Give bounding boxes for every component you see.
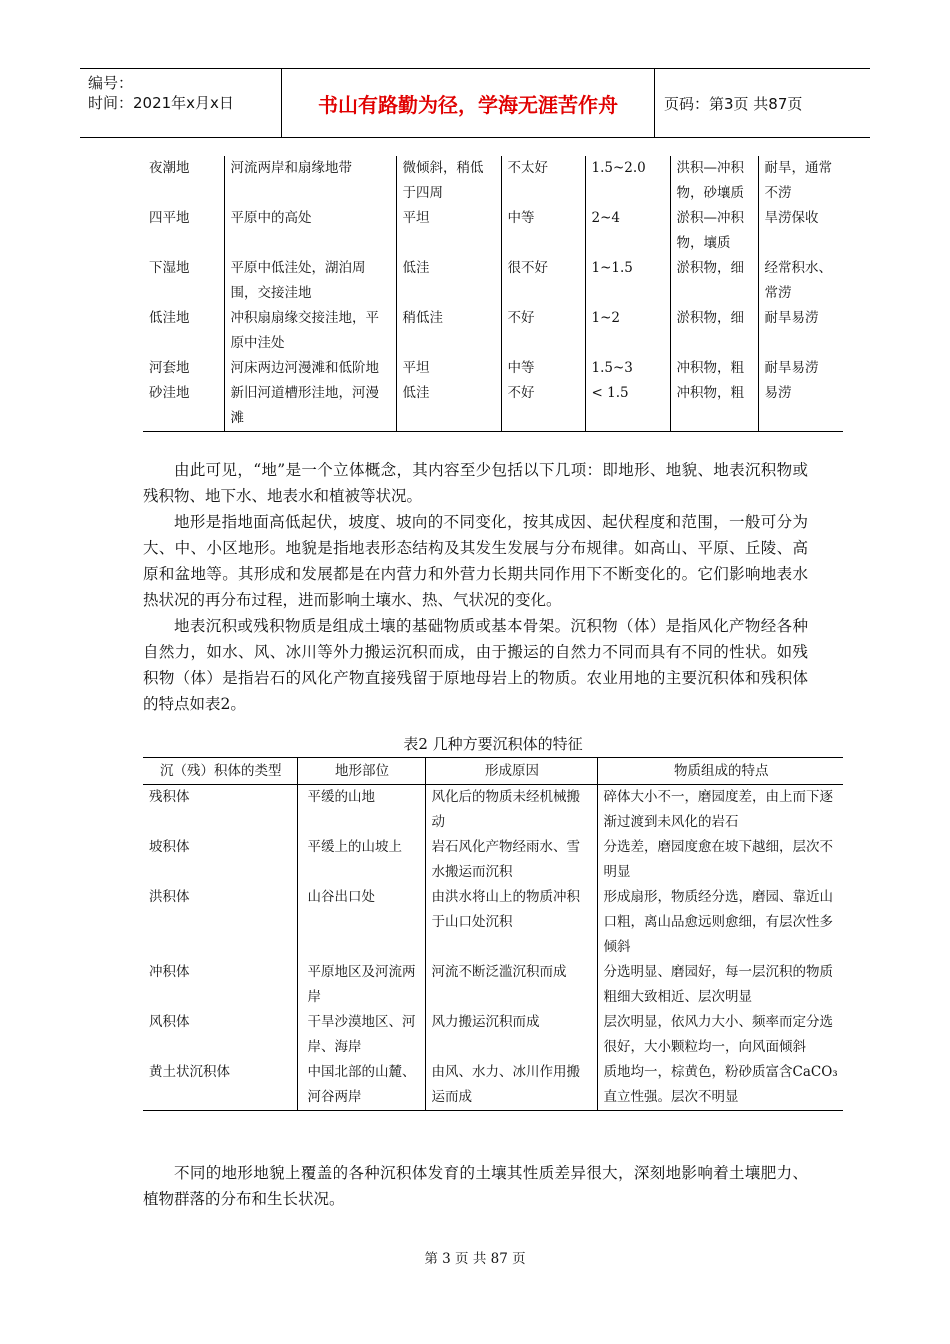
table-cell: 低洼	[396, 256, 501, 306]
column-header: 沉（残）积体的类型	[143, 758, 297, 785]
table-cell: 耐旱易涝	[758, 356, 843, 381]
table-cell: 2~4	[585, 206, 670, 256]
table-cell: 山谷出口处	[297, 885, 425, 960]
table-cell: 河流两岸和扇缘地带	[224, 156, 396, 206]
column-header: 物质组成的特点	[597, 758, 843, 785]
table-cell: 不太好	[501, 156, 585, 206]
closing-text	[143, 1160, 808, 1212]
table-cell: 碎体大小不一，磨园度差，由上而下逐渐过渡到未风化的岩石	[597, 785, 843, 836]
table-cell: 由洪水将山上的物质冲积于山口处沉积	[425, 885, 597, 960]
table-cell: 不好	[501, 306, 585, 356]
table-cell: 风积体	[149, 1014, 190, 1030]
table-cell: 耐旱易涝	[758, 306, 843, 356]
table-cell: 层次明显，依风力大小、频率而定分选很好，大小颗粒均一，向风面倾斜	[597, 1010, 843, 1060]
table-cell: 冲积物，粗	[670, 356, 758, 381]
table-row	[143, 1060, 843, 1111]
table-cell: < 1.5	[585, 381, 670, 432]
table-cell: 由风、水力、冰川作用搬运而成	[425, 1060, 597, 1111]
table-row	[143, 785, 843, 836]
table-cell: 分选差，磨园度愈在坡下越细，层次不明显	[597, 835, 843, 885]
paragraph: 由此可见，“地”是一个立体概念，其内容至少包括以下几项：即地形、地貌、地表沉积物或残积物、地下水、地表水和植被等状况。	[143, 461, 808, 505]
table-cell: 黄土状沉积体	[149, 1064, 230, 1080]
table-row	[143, 835, 843, 885]
table-cell: 平缓上的山坡上	[297, 835, 425, 885]
table-cell: 夜潮地	[149, 160, 190, 176]
table-cell: 淤积物，细	[670, 306, 758, 356]
table-row	[143, 206, 843, 256]
table-cell: 易涝	[758, 381, 843, 432]
page-footer: 第 3 页 共 87 页	[424, 1251, 526, 1267]
table-cell: 耐旱，通常不涝	[758, 156, 843, 206]
table-cell: 低洼	[396, 381, 501, 432]
header-meta	[80, 69, 282, 137]
table-cell: 冲积物，粗	[670, 381, 758, 432]
table-cell: 坡积体	[149, 839, 190, 855]
table-row	[143, 960, 843, 1010]
table-cell: 平坦	[396, 206, 501, 256]
table-cell: 平坦	[396, 356, 501, 381]
table-cell: 1.5~3	[585, 356, 670, 381]
table-cell: 平原地区及河流两岸	[297, 960, 425, 1010]
header-motto: 书山有路勤为径，学海无涯苦作舟	[282, 69, 655, 137]
table-cell: 中等	[501, 206, 585, 256]
table-cell: 质地均一，棕黄色，粉砂质富含CaCO₃直立性强。层次不明显	[597, 1060, 843, 1111]
table-cell: 河流不断泛滥沉积而成	[425, 960, 597, 1010]
table-row	[143, 156, 843, 206]
table-cell: 下湿地	[149, 260, 190, 276]
table-row	[143, 381, 843, 432]
table-cell: 淤积—冲积物，壤质	[670, 206, 758, 256]
paragraph: 不同的地形地貌上覆盖的各种沉积体发育的土壤其性质差异很大，深刻地影响着土壤肥力、植物群落的分布和生长状况。	[143, 1164, 808, 1208]
table-cell: 1~2	[585, 306, 670, 356]
table-cell: 风力搬运沉积而成	[425, 1010, 597, 1060]
body-text	[143, 457, 808, 717]
table-cell: 分选明显、磨园好，每一层沉积的物质粗细大致相近、层次明显	[597, 960, 843, 1010]
table-cell: 旱涝保收	[758, 206, 843, 256]
table-cell: 1.5~2.0	[585, 156, 670, 206]
table-cell: 岩石风化产物经雨水、雪水搬运而沉积	[425, 835, 597, 885]
column-header: 形成原因	[425, 758, 597, 785]
table-cell: 风化后的物质未经机械搬动	[425, 785, 597, 836]
number-label: 编号：	[88, 74, 134, 92]
table-cell: 河套地	[149, 360, 190, 376]
table-cell: 砂洼地	[149, 385, 190, 401]
table-cell: 四平地	[149, 210, 190, 226]
table-cell: 冲积扇扇缘交接洼地，平原中洼处	[224, 306, 396, 356]
table-cell: 不好	[501, 381, 585, 432]
table-cell: 干旱沙漠地区、河岸、海岸	[297, 1010, 425, 1060]
table2-caption: 表2 几种方要沉积体的特征	[403, 735, 583, 753]
table-cell: 中国北部的山麓、河谷两岸	[297, 1060, 425, 1111]
table-row	[143, 356, 843, 381]
header-page-label: 页码：第3页 共87页	[664, 94, 803, 113]
column-header: 地形部位	[297, 758, 425, 785]
paragraph: 地形是指地面高低起伏，坡度、坡向的不同变化，按其成因、起伏程度和范围，一般可分为大、中、小区地形。地貌是指地表形态结构及其发生发展与分布规律。如高山、平原、丘陵、高原和盆地等。其形成和发展都是在内营力和外营力长期共同作用下不断变化的。它们影响地表水热状况的再分布过程，进而影响土壤水、热、气状况的变化。	[143, 513, 808, 609]
table-cell: 冲积体	[149, 964, 190, 980]
table-header-row	[143, 758, 843, 785]
table-cell: 低洼地	[149, 310, 190, 326]
table-cell: 新旧河道槽形洼地，河漫滩	[224, 381, 396, 432]
table-cell: 河床两边河漫滩和低阶地	[224, 356, 396, 381]
table-cell: 残积体	[149, 789, 190, 805]
table-cell: 形成扇形，物质经分选，磨园、靠近山口粗，离山品愈远则愈细，有层次性多倾斜	[597, 885, 843, 960]
table-cell: 稍低洼	[396, 306, 501, 356]
date-label: 时间：2021年x月x日	[88, 94, 234, 112]
table-row	[143, 306, 843, 356]
land-type-table	[143, 156, 843, 432]
table-cell: 很不好	[501, 256, 585, 306]
table-cell: 中等	[501, 356, 585, 381]
page-header	[80, 68, 870, 138]
paragraph: 地表沉积或残积物质是组成土壤的基础物质或基本骨架。沉积物（体）是指风化产物经各种自然力，如水、风、冰川等外力搬运沉积而成，由于搬运的自然力不同而具有不同的性状。如残积物（体）是指岩石的风化产物直接残留于原地母岩上的物质。农业用地的主要沉积体和残积体的特点如表2。	[143, 617, 808, 713]
table-cell: 经常积水、常涝	[758, 256, 843, 306]
table-row	[143, 256, 843, 306]
table-cell: 平原中低洼处，湖泊周围，交接洼地	[224, 256, 396, 306]
table-cell: 洪积体	[149, 889, 190, 905]
table-cell: 洪积—冲积物，砂壤质	[670, 156, 758, 206]
table-cell: 平缓的山地	[297, 785, 425, 836]
table-cell: 微倾斜，稍低于四周	[396, 156, 501, 206]
table-cell: 1~1.5	[585, 256, 670, 306]
table-cell: 淤积物，细	[670, 256, 758, 306]
table-cell: 平原中的高处	[224, 206, 396, 256]
table-row	[143, 885, 843, 960]
sediment-table	[143, 757, 843, 1111]
table-row	[143, 1010, 843, 1060]
